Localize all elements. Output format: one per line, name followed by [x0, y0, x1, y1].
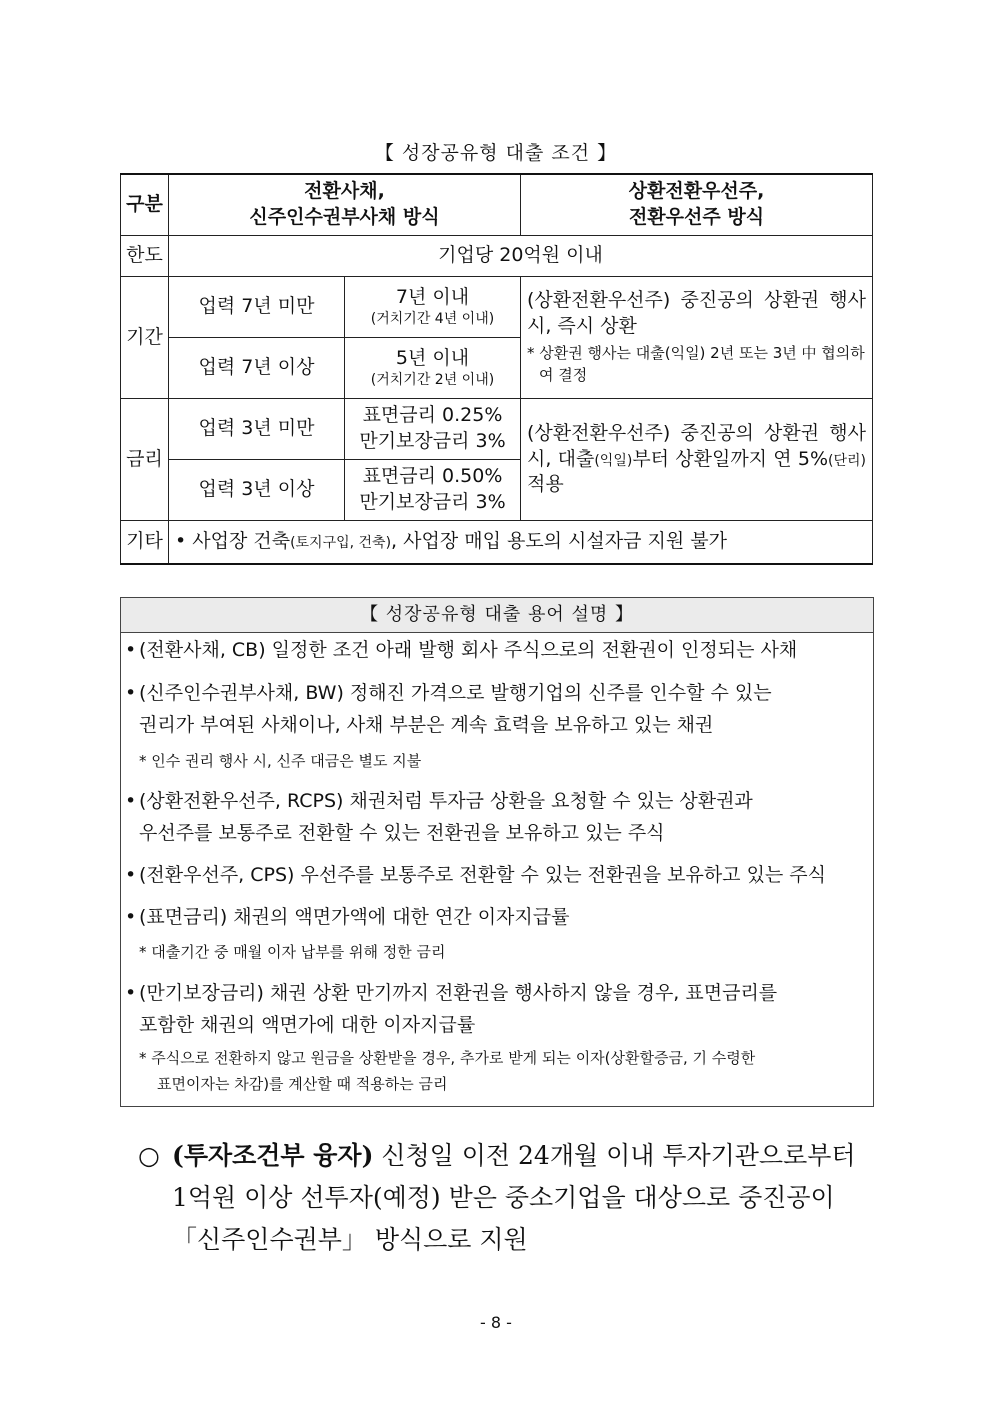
bullet-icon: •	[125, 790, 137, 812]
period-value-2-main: 5년 이내	[395, 346, 470, 369]
table-row-limit	[121, 236, 873, 277]
glossary-item-maturity	[125, 977, 867, 1041]
header-category: 구분	[121, 174, 169, 236]
period-right-note: * 상환권 행사는 대출(익일) 2년 또는 3년 中 협의하여 결정	[527, 344, 865, 385]
investment-line2: 1억원 이상 선투자(예정) 받은 중소기업을 대상으로 중진공이	[172, 1183, 835, 1212]
glossary-item-rcps	[125, 785, 867, 849]
header-col-b-line1: 상환전환우선주,	[628, 180, 765, 203]
limit-value: 기업당 20억원 이내	[169, 236, 873, 277]
glossary-item-coupon	[125, 901, 867, 933]
header-col-a	[169, 174, 521, 236]
rate-value-1-maturity: 만기보장금리 3%	[359, 430, 506, 452]
rate-right-small-a: (익일)	[594, 452, 633, 469]
rate-label: 금리	[121, 399, 169, 521]
circle-bullet-icon: ○	[138, 1141, 160, 1170]
bullet-icon: •	[125, 639, 137, 661]
table-row-etc	[121, 521, 873, 565]
period-value-1-sub: (거치기간 4년 이내)	[370, 311, 495, 328]
header-col-b	[521, 174, 873, 236]
rate-value-1-coupon: 표면금리 0.25%	[362, 404, 503, 427]
rate-value-1	[345, 399, 521, 460]
glossary-note-maturity-line1: * 주식으로 전환하지 않고 원금을 상환받을 경우, 추가로 받게 되는 이자(상환할증금, 기 수령한	[139, 1049, 756, 1067]
bullet-icon: •	[125, 864, 137, 886]
glossary-item-cps	[125, 859, 867, 891]
glossary-item-cb-text: (전환사채, CB) 일정한 조건 아래 발행 회사 주식으로의 전환권이 인정되는 사채	[139, 639, 798, 661]
period-label: 기간	[121, 277, 169, 399]
rate-value-2-maturity: 만기보장금리 3%	[359, 491, 506, 513]
loan-condition-table	[120, 173, 873, 565]
glossary-item-rcps-line2: 우선주를 보통주로 전환할 수 있는 전환권을 보유하고 있는 주식	[139, 822, 665, 844]
glossary-item-bw-line2: 권리가 부여된 사채이나, 사채 부분은 계속 효력을 보유하고 있는 채권	[139, 714, 714, 736]
etc-label: 기타	[121, 521, 169, 565]
rate-right-text-a: (상환전환우선주) 중진공의 상환권 행사 시, 대출	[527, 422, 866, 470]
table-row-rate-1	[121, 399, 873, 460]
glossary-box	[120, 597, 874, 1107]
rate-right-text-b: 부터 상환일까지 연 5%	[632, 447, 829, 470]
rate-value-2-coupon: 표면금리 0.50%	[362, 465, 503, 488]
rate-cond-2: 업력 3년 이상	[169, 460, 345, 521]
etc-text-small: (토지구입, 건축)	[290, 535, 392, 552]
header-col-a-line1: 전환사채,	[304, 180, 385, 203]
glossary-note-coupon: * 대출기간 중 매월 이자 납부를 위해 정한 금리	[139, 943, 446, 961]
bullet-icon: •	[125, 982, 137, 1004]
glossary-note-bw: * 인수 권리 행사 시, 신주 대금은 별도 지불	[139, 752, 422, 770]
table-header-row	[121, 174, 873, 236]
rate-cond-1: 업력 3년 미만	[169, 399, 345, 460]
rate-right-cell	[521, 399, 873, 521]
rate-right-text-c: 적용	[527, 473, 564, 496]
header-col-a-line2: 신주인수권부사채 방식	[249, 206, 440, 228]
rate-value-2	[345, 460, 521, 521]
investment-line3: 「신주인수권부」 방식으로 지원	[172, 1225, 528, 1254]
page-number: - 8 -	[480, 1313, 512, 1332]
period-value-2	[345, 338, 521, 399]
glossary-note-maturity-line2: 표면이자는 차감)를 계산할 때 적용하는 금리	[157, 1075, 448, 1093]
investment-line1: 신청일 이전 24개월 이내 투자기관으로부터	[373, 1141, 856, 1170]
etc-value	[169, 521, 873, 565]
bullet-icon: •	[125, 682, 137, 704]
etc-text-b: , 사업장 매입 용도의 시설자금 지원 불가	[391, 530, 727, 553]
period-value-2-sub: (거치기간 2년 이내)	[370, 372, 495, 389]
investment-paragraph	[172, 1135, 878, 1261]
glossary-item-rcps-line1: (상환전환우선주, RCPS) 채권처럼 투자금 상환을 요청할 수 있는 상환권과	[139, 790, 753, 812]
investment-heading: (투자조건부 융자)	[172, 1141, 374, 1170]
glossary-item-bw	[125, 677, 867, 741]
glossary-item-cps-text: (전환우선주, CPS) 우선주를 보통주로 전환할 수 있는 전환권을 보유하고 있는 주식	[139, 864, 827, 886]
glossary-item-bw-line1: (신주인수권부사채, BW) 정해진 가격으로 발행기업의 신주를 인수할 수 있는	[139, 682, 772, 704]
glossary-item-coupon-text: (표면금리) 채권의 액면가액에 대한 연간 이자지급률	[139, 906, 570, 928]
glossary-item-maturity-line2: 포함한 채권의 액면가에 대한 이자지급률	[139, 1014, 476, 1036]
condition-table-title: 【 성장공유형 대출 조건 】	[374, 142, 618, 164]
table-row-period-1	[121, 277, 873, 338]
glossary-item-cb	[125, 634, 867, 666]
investment-conditional-loan-section	[138, 1135, 878, 1261]
period-value-1	[345, 277, 521, 338]
limit-label: 한도	[121, 236, 169, 277]
header-col-b-line2: 전환우선주 방식	[628, 206, 765, 228]
period-cond-1: 업력 7년 미만	[169, 277, 345, 338]
glossary-item-maturity-line1: (만기보장금리) 채권 상환 만기까지 전환권을 행사하지 않을 경우, 표면금리를	[139, 982, 778, 1004]
period-right-cell	[521, 277, 873, 399]
period-value-1-main: 7년 이내	[395, 285, 470, 308]
bullet-icon: •	[125, 906, 137, 928]
rate-right-small-b: (단리)	[828, 452, 866, 469]
glossary-note-maturity	[139, 1045, 867, 1097]
glossary-title: 【 성장공유형 대출 용어 설명 】	[121, 598, 873, 633]
etc-text-a: • 사업장 건축	[175, 530, 291, 553]
period-cond-2: 업력 7년 이상	[169, 338, 345, 399]
period-right-text: (상환전환우선주) 중진공의 상환권 행사 시, 즉시 상환	[527, 289, 866, 337]
